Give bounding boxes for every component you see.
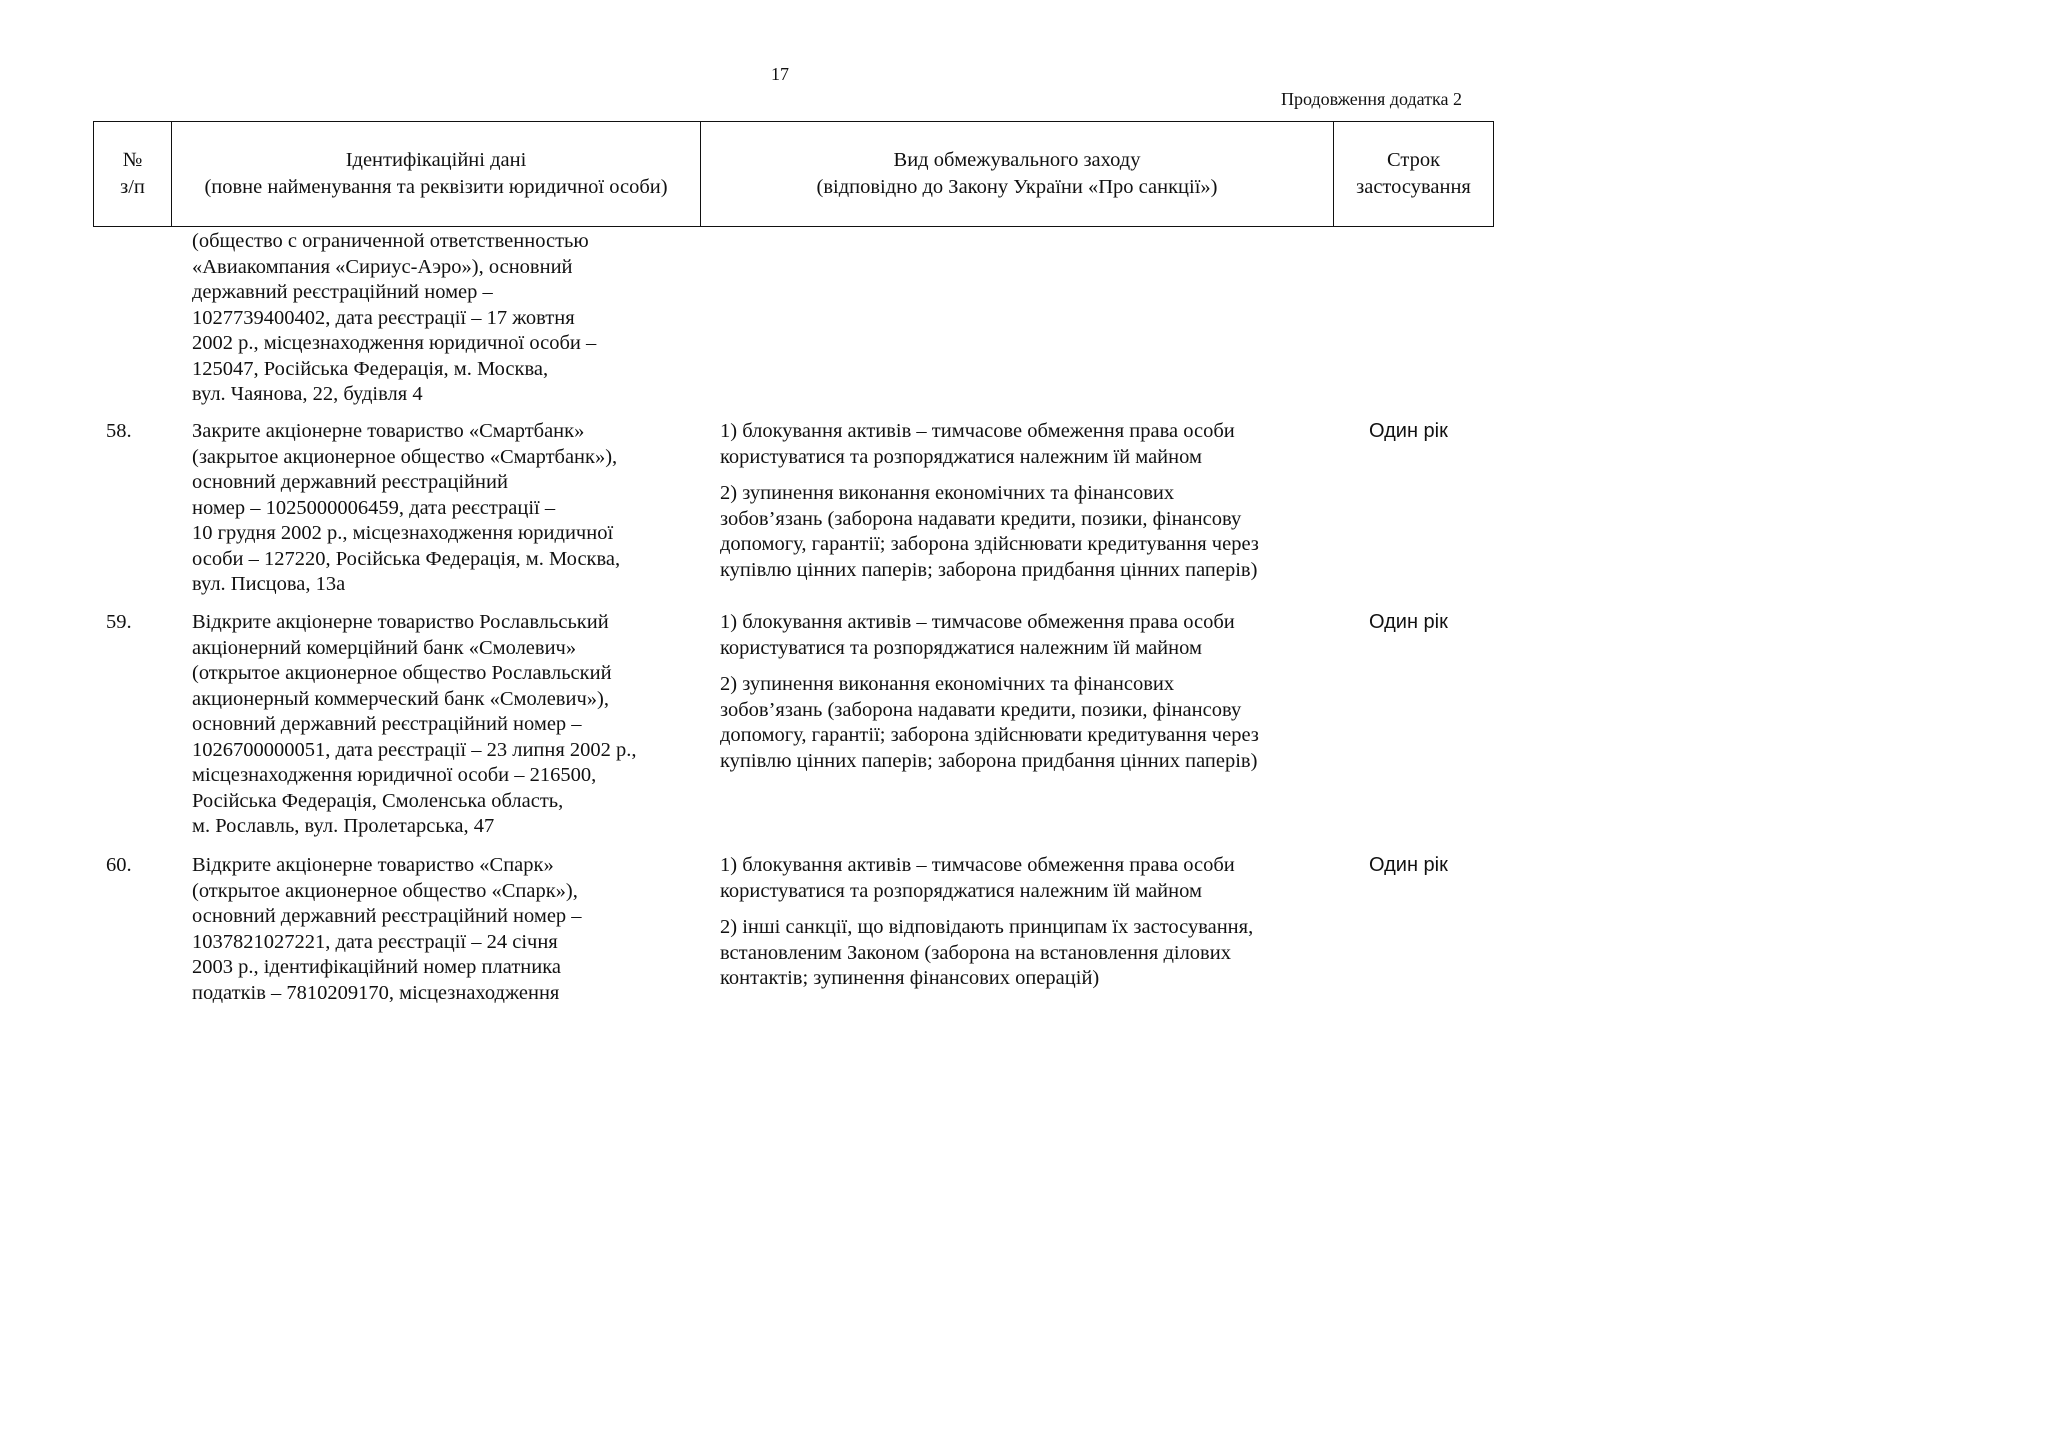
table-header bbox=[93, 121, 1494, 227]
measure-line: 2) зупинення виконання економічних та фінансових bbox=[720, 673, 1175, 695]
ident-line: «Авиакомпания «Сириус-Аэро»), основний bbox=[192, 255, 573, 278]
header-measure bbox=[701, 122, 1334, 227]
measure-item bbox=[720, 610, 1259, 661]
measure-item bbox=[720, 915, 1253, 992]
measure-line: користуватися та розпоряджатися належним їй майном bbox=[720, 445, 1202, 468]
ident-line: акціонерний комерційний банк «Смолевич» bbox=[192, 636, 577, 659]
row-58-num: 58. bbox=[106, 420, 132, 442]
ident-line: 125047, Російська Федерація, м. Москва, bbox=[192, 357, 549, 380]
row-60-measures bbox=[720, 853, 1253, 992]
ident-line: акционерный коммерческий банк «Смолевич»), bbox=[192, 687, 609, 710]
measure-line: 1) блокування активів – тимчасове обмеження права особи bbox=[720, 611, 1235, 633]
header-term bbox=[1334, 122, 1494, 227]
ident-line: м. Рославль, вул. Пролетарська, 47 bbox=[192, 815, 495, 837]
header-num-line: № bbox=[122, 149, 143, 171]
continued-entry-ident bbox=[192, 229, 596, 408]
measure-line: 1) блокування активів – тимчасове обмеження права особи bbox=[720, 420, 1235, 442]
measure-line: допомогу, гарантії; заборона здійснювати кредитування через bbox=[720, 533, 1259, 555]
ident-line: (общество с ограниченной ответственностью bbox=[192, 230, 589, 252]
header-measure-line: Вид обмежувального заходу bbox=[893, 149, 1141, 171]
ident-line: вул. Чаянова, 22, будівля 4 bbox=[192, 383, 423, 405]
header-term-line: застосування bbox=[1356, 176, 1471, 198]
ident-line: Відкрите акціонерне товариство Рославльський bbox=[192, 611, 609, 633]
page-number: 17 bbox=[771, 64, 789, 84]
measure-line: купівлю цінних паперів; заборона придбання цінних паперів) bbox=[720, 749, 1258, 772]
row-59-measures bbox=[720, 610, 1259, 774]
ident-line: податків – 7810209170, місцезнаходження bbox=[192, 981, 560, 1004]
header-ident bbox=[172, 122, 701, 227]
row-58-ident bbox=[192, 419, 620, 598]
header-num-line: з/п bbox=[120, 176, 145, 198]
ident-line: 1026700000051, дата реєстрації – 23 липня 2002 р., bbox=[192, 738, 637, 761]
row-59-term: Один рік bbox=[1369, 611, 1448, 633]
row-59-num: 59. bbox=[106, 611, 132, 633]
ident-line: Відкрите акціонерне товариство «Спарк» bbox=[192, 854, 554, 876]
measure-line: користуватися та розпоряджатися належним їй майном bbox=[720, 879, 1202, 902]
measure-line: 2) інші санкції, що відповідають принципам їх застосування, bbox=[720, 916, 1254, 938]
measure-line: встановленим Законом (заборона на встановлення ділових bbox=[720, 941, 1231, 964]
ident-line: 1037821027221, дата реєстрації – 24 січня bbox=[192, 930, 558, 953]
ident-line: 10 грудня 2002 р., місцезнаходження юридичної bbox=[192, 522, 614, 544]
row-60-ident bbox=[192, 853, 582, 1006]
ident-line: 2003 р., ідентифікаційний номер платника bbox=[192, 956, 561, 978]
measure-item bbox=[720, 672, 1259, 774]
measure-line: зобов’язань (заборона надавати кредити, позики, фінансову bbox=[720, 507, 1242, 530]
ident-line: номер – 1025000006459, дата реєстрації – bbox=[192, 496, 556, 519]
row-60-term: Один рік bbox=[1369, 854, 1448, 876]
ident-line: основний державний реєстраційний номер – bbox=[192, 905, 582, 927]
row-58-term: Один рік bbox=[1369, 420, 1448, 442]
ident-line: основний державний реєстраційний bbox=[192, 471, 508, 493]
measure-line: контактів; зупинення фінансових операцій) bbox=[720, 967, 1100, 989]
ident-line: державний реєстраційний номер – bbox=[192, 281, 493, 303]
ident-line: 1027739400402, дата реєстрації – 17 жовтня bbox=[192, 306, 575, 329]
measure-line: 2) зупинення виконання економічних та фінансових bbox=[720, 482, 1175, 504]
header-term-line: Строк bbox=[1386, 149, 1441, 171]
ident-line: Російська Федерація, Смоленська область, bbox=[192, 789, 564, 812]
ident-line: основний державний реєстраційний номер – bbox=[192, 713, 582, 735]
continuation-note: Продовження додатка 2 bbox=[1280, 89, 1462, 109]
header-ident-line: (повне найменування та реквізити юридичної особи) bbox=[204, 176, 668, 198]
ident-line: 2002 р., місцезнаходження юридичної особи – bbox=[192, 332, 597, 354]
ident-line: особи – 127220, Російська Федерація, м. Москва, bbox=[192, 547, 621, 570]
ident-line: (открытое акционерное общество Рославльский bbox=[192, 662, 612, 684]
ident-line: (закрытое акционерное общество «Смартбанк»), bbox=[192, 445, 618, 468]
measure-line: 1) блокування активів – тимчасове обмеження права особи bbox=[720, 854, 1235, 876]
measure-line: допомогу, гарантії; заборона здійснювати кредитування через bbox=[720, 724, 1259, 746]
measure-item bbox=[720, 481, 1259, 583]
ident-line: вул. Писцова, 13а bbox=[192, 573, 346, 595]
ident-line: місцезнаходження юридичної особи – 216500, bbox=[192, 764, 597, 786]
header-measure-line: (відповідно до Закону України «Про санкції») bbox=[816, 176, 1218, 198]
measure-line: купівлю цінних паперів; заборона придбання цінних паперів) bbox=[720, 558, 1258, 581]
header-ident-line: Ідентифікаційні дані bbox=[345, 149, 527, 171]
ident-line: Закрите акціонерне товариство «Смартбанк» bbox=[192, 420, 585, 442]
measure-line: користуватися та розпоряджатися належним їй майном bbox=[720, 636, 1202, 659]
measure-line: зобов’язань (заборона надавати кредити, позики, фінансову bbox=[720, 698, 1242, 721]
row-59-ident bbox=[192, 610, 637, 840]
row-58-measures bbox=[720, 419, 1259, 583]
measure-item bbox=[720, 853, 1253, 904]
row-60-num: 60. bbox=[106, 854, 132, 876]
header-num bbox=[94, 122, 172, 227]
measure-item bbox=[720, 419, 1259, 470]
ident-line: (открытое акционерное общество «Спарк»), bbox=[192, 879, 578, 902]
